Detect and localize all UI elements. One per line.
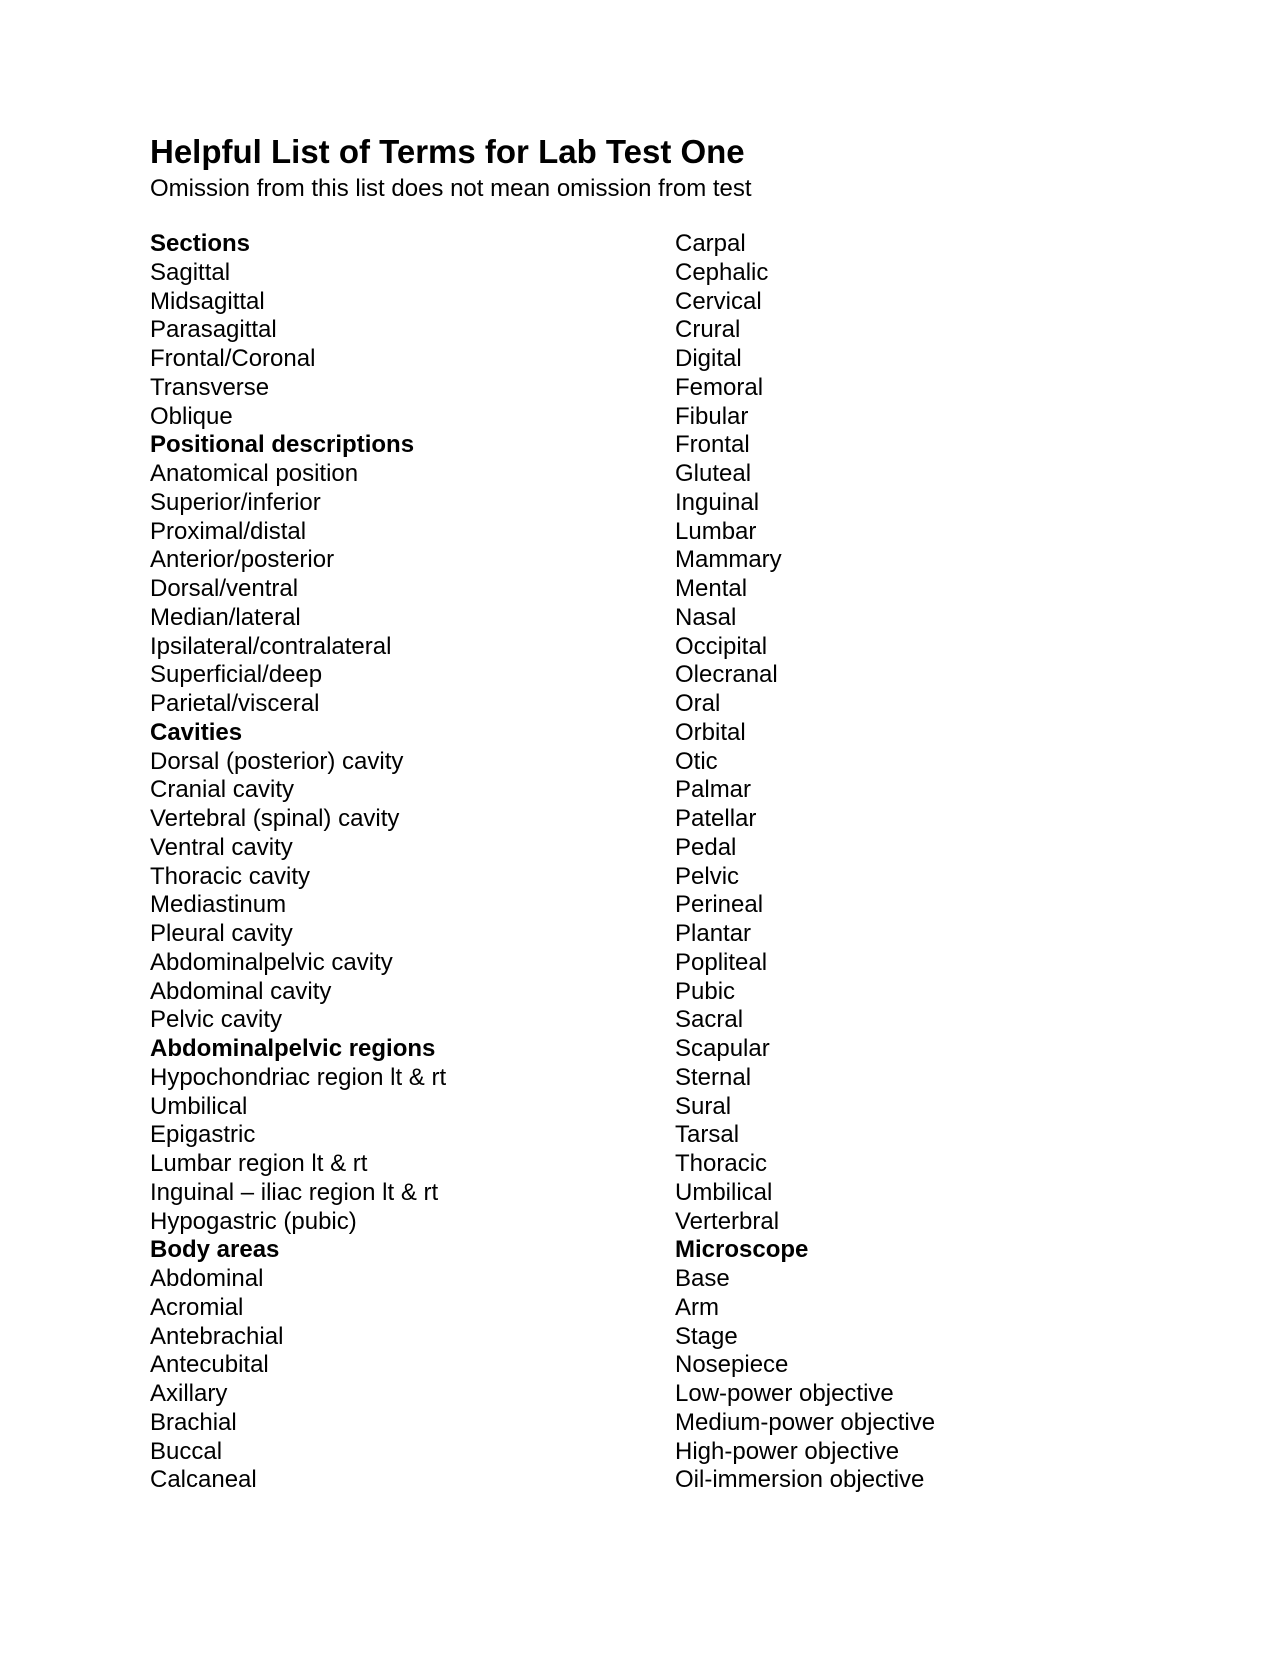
left-term-column [150,230,446,1495]
term-item: Carpal [675,230,746,257]
term-item: Dorsal/ventral [150,575,299,602]
term-item: Hypogastric (pubic) [150,1207,357,1235]
term-item: Nosepiece [675,1351,789,1379]
term-item: Mental [675,575,748,602]
term-item: Cranial cavity [150,776,295,804]
term-item: Frontal [675,431,750,459]
term-item: Lumbar [675,517,757,545]
term-item: Perineal [675,891,764,919]
term-item: Stage [675,1322,738,1350]
term-item: Ventral cavity [150,833,293,861]
section-heading: Cavities [150,718,243,746]
term-item: Arm [675,1293,719,1321]
term-item: Sagittal [150,258,231,286]
term-item: Midsagittal [150,287,265,315]
term-item: Verterbral [675,1207,780,1235]
term-item: Sacral [675,1006,744,1034]
term-item: Pubic [675,977,736,1005]
term-item: Pleural cavity [150,920,293,947]
term-item: Nasal [675,603,737,631]
term-item: Epigastric [150,1121,256,1149]
term-item: Lumbar region lt & rt [150,1150,368,1177]
term-item: Patellar [675,805,757,832]
term-item: Fibular [675,402,749,430]
right-term-column [675,230,935,1495]
term-item: Scapular [675,1035,770,1062]
term-item: Vertebral (spinal) cavity [150,805,400,832]
term-item: Proximal/distal [150,517,307,545]
term-item: Superficial/deep [150,661,323,689]
term-item: Olecranal [675,661,778,689]
term-item: Ipsilateral/contralateral [150,632,392,660]
term-item: Thoracic cavity [150,862,311,890]
term-item: Frontal/Coronal [150,345,316,372]
term-item: Parasagittal [150,316,277,344]
term-item: Brachial [150,1408,237,1436]
term-item: Hypochondriac region lt & rt [150,1063,447,1091]
term-item: Inguinal – iliac region lt & rt [150,1178,439,1206]
term-item: Crural [675,316,741,344]
page-subtitle: Omission from this list does not mean omission from test [150,175,752,202]
term-item: Oral [675,690,721,717]
term-item: Tarsal [675,1121,740,1149]
term-item: Otic [675,747,718,775]
term-item: Medium-power objective [675,1408,936,1436]
term-item: Umbilical [150,1092,248,1120]
term-item: Sural [675,1092,732,1120]
section-heading: Microscope [675,1236,809,1264]
term-item: Palmar [675,776,752,804]
term-item: Buccal [150,1437,223,1465]
page-title: Helpful List of Terms for Lab Test One [150,133,745,170]
term-item: High-power objective [675,1437,900,1465]
term-item: Calcaneal [150,1466,257,1494]
term-item: Pedal [675,833,737,861]
term-item: Antebrachial [150,1322,284,1350]
term-item: Superior/inferior [150,488,321,516]
term-item: Dorsal (posterior) cavity [150,747,404,775]
term-item: Abdominal cavity [150,977,332,1005]
term-item: Femoral [675,373,764,401]
term-item: Antecubital [150,1351,269,1379]
term-item: Plantar [675,920,752,947]
term-item: Sternal [675,1063,752,1091]
term-item: Transverse [150,373,270,401]
section-heading: Body areas [150,1236,280,1264]
term-item: Base [675,1265,730,1292]
term-item: Abdominal [150,1265,264,1292]
term-item: Anatomical position [150,460,359,487]
term-item: Umbilical [675,1178,773,1206]
term-item: Median/lateral [150,603,301,631]
term-item: Thoracic [675,1150,768,1177]
term-item: Pelvic [675,862,740,890]
section-heading: Abdominalpelvic regions [150,1035,436,1062]
term-item: Axillary [150,1380,228,1407]
term-item: Anterior/posterior [150,546,335,574]
term-item: Mediastinum [150,891,287,919]
term-item: Digital [675,345,742,372]
term-item: Oil-immersion objective [675,1466,925,1494]
term-item: Pelvic cavity [150,1006,283,1034]
term-item: Oblique [150,402,233,430]
term-item: Mammary [675,546,782,574]
term-item: Gluteal [675,460,752,487]
term-item: Low-power objective [675,1380,894,1407]
term-item: Cephalic [675,258,769,286]
term-item: Cervical [675,287,762,315]
term-item: Occipital [675,632,768,660]
section-heading: Sections [150,230,251,257]
term-item: Parietal/visceral [150,690,320,717]
term-item: Popliteal [675,948,768,976]
term-item: Acromial [150,1293,244,1321]
term-item: Abdominalpelvic cavity [150,948,393,976]
term-item: Inguinal [675,488,760,516]
term-item: Orbital [675,718,746,746]
section-heading: Positional descriptions [150,431,415,459]
